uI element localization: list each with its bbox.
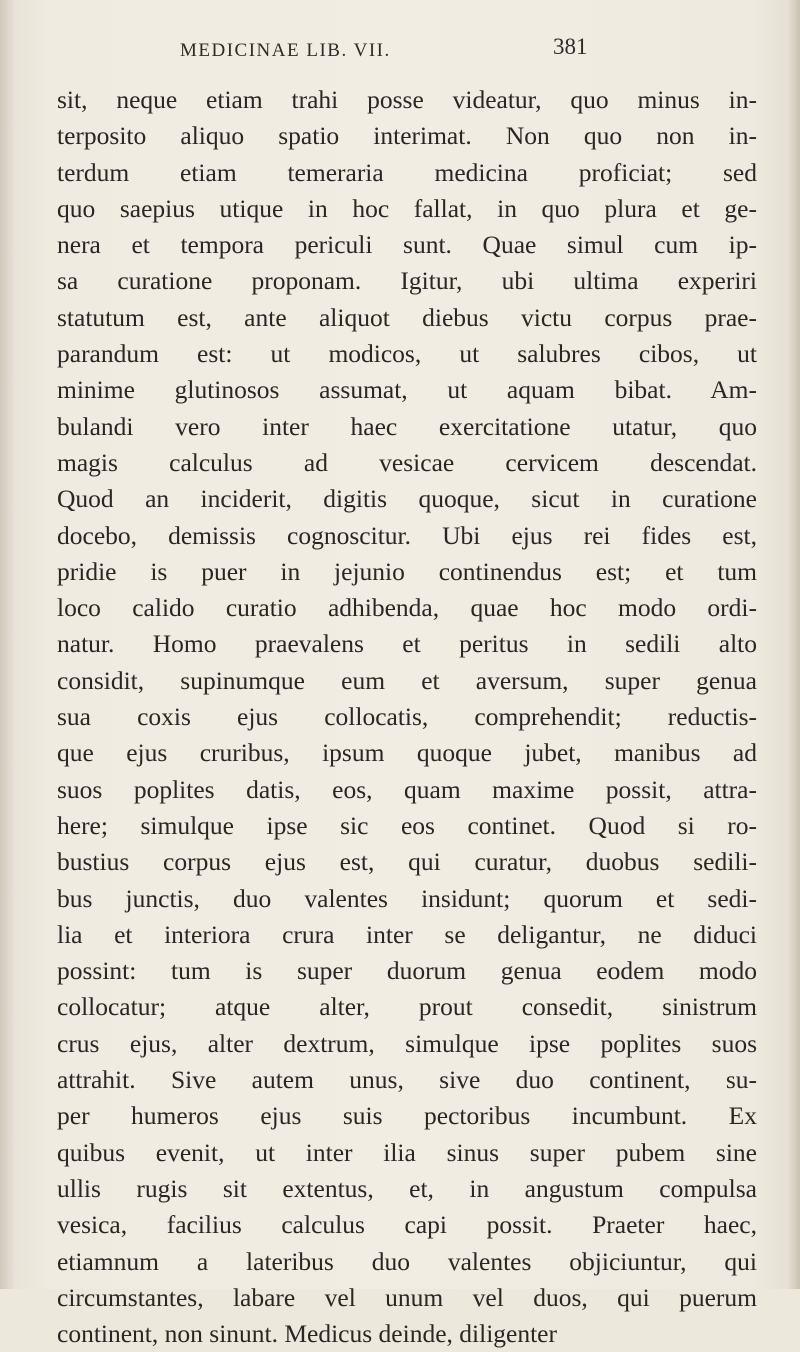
text-line: quibus evenit, ut inter ilia sinus super pubem sine: [57, 1137, 757, 1167]
text-line: ullis rugis sit extentus, et, in angustum compulsa: [57, 1173, 757, 1203]
page-gutter-shadow: [0, 0, 14, 1289]
text-line: per humeros ejus suis pectoribus incumbunt. Ex: [57, 1101, 757, 1131]
text-line: considit, supinumque eum et aversum, super genua: [57, 665, 757, 695]
text-line: loco calido curatio adhibenda, quae hoc modo ordi-: [57, 593, 757, 623]
text-line: pridie is puer in jejunio continendus est; et tum: [57, 556, 757, 586]
text-line: vesica, facilius calculus capi possit. Praeter haec,: [57, 1210, 757, 1240]
page-header: [0, 30, 800, 70]
text-line: minime glutinosos assumat, ut aquam bibat. Am-: [57, 375, 757, 405]
text-line: terdum etiam temeraria medicina proficiat; sed: [57, 157, 757, 187]
text-line: docebo, demissis cognoscitur. Ubi ejus rei fides est,: [57, 520, 757, 550]
page-edge-shadow: [786, 0, 800, 1289]
text-line: attrahit. Sive autem unus, sive duo continent, su-: [57, 1065, 757, 1095]
text-line: possint: tum is super duorum genua eodem modo: [57, 956, 757, 986]
text-line: circumstantes, labare vel unum vel duos, qui puerum: [57, 1282, 757, 1312]
text-line: Quod an inciderit, digitis quoque, sicut in curatione: [57, 484, 757, 514]
text-line: sit, neque etiam trahi posse videatur, quo minus in-: [57, 85, 757, 114]
text-line: suos poplites datis, eos, quam maxime possit, attra-: [57, 774, 757, 804]
page-number: 381: [553, 34, 588, 59]
text-line: quo saepius utique in hoc fallat, in quo plura et ge-: [57, 193, 757, 223]
text-line: lia et interiora crura inter se deligantur, ne diduci: [57, 919, 757, 949]
text-line: statutum est, ante aliquot diebus victu corpus prae-: [57, 302, 757, 332]
text-line: crus ejus, alter dextrum, simulque ipse poplites suos: [57, 1028, 757, 1058]
text-line: continent, non sinunt. Medicus deinde, diligenter: [57, 1319, 557, 1349]
text-line: nera et tempora periculi sunt. Quae simul cum ip-: [57, 230, 757, 260]
text-line: terposito aliquo spatio interimat. Non quo non in-: [57, 121, 757, 151]
body-text: [57, 82, 757, 1352]
text-line: bus junctis, duo valentes insidunt; quorum et sedi-: [57, 883, 757, 913]
text-line: etiamnum a lateribus duo valentes objiciuntur, qui: [57, 1246, 757, 1276]
text-line: bustius corpus ejus est, qui curatur, duobus sedili-: [57, 847, 757, 877]
text-line: que ejus cruribus, ipsum quoque jubet, manibus ad: [57, 738, 757, 768]
text-line: magis calculus ad vesicae cervicem descendat.: [57, 447, 757, 477]
text-line: parandum est: ut modicos, ut salubres cibos, ut: [57, 339, 757, 369]
text-line: sua coxis ejus collocatis, comprehendit; reductis-: [57, 702, 757, 732]
text-line: here; simulque ipse sic eos continet. Quod si ro-: [57, 810, 757, 840]
text-line: natur. Homo praevalens et peritus in sedili alto: [57, 629, 757, 659]
running-head: MEDICINAE LIB. VII.: [180, 40, 391, 61]
text-line: collocatur; atque alter, prout consedit, sinistrum: [57, 992, 757, 1022]
text-line: sa curatione proponam. Igitur, ubi ultima experiri: [57, 266, 757, 296]
text-line: bulandi vero inter haec exercitatione utatur, quo: [57, 411, 757, 441]
